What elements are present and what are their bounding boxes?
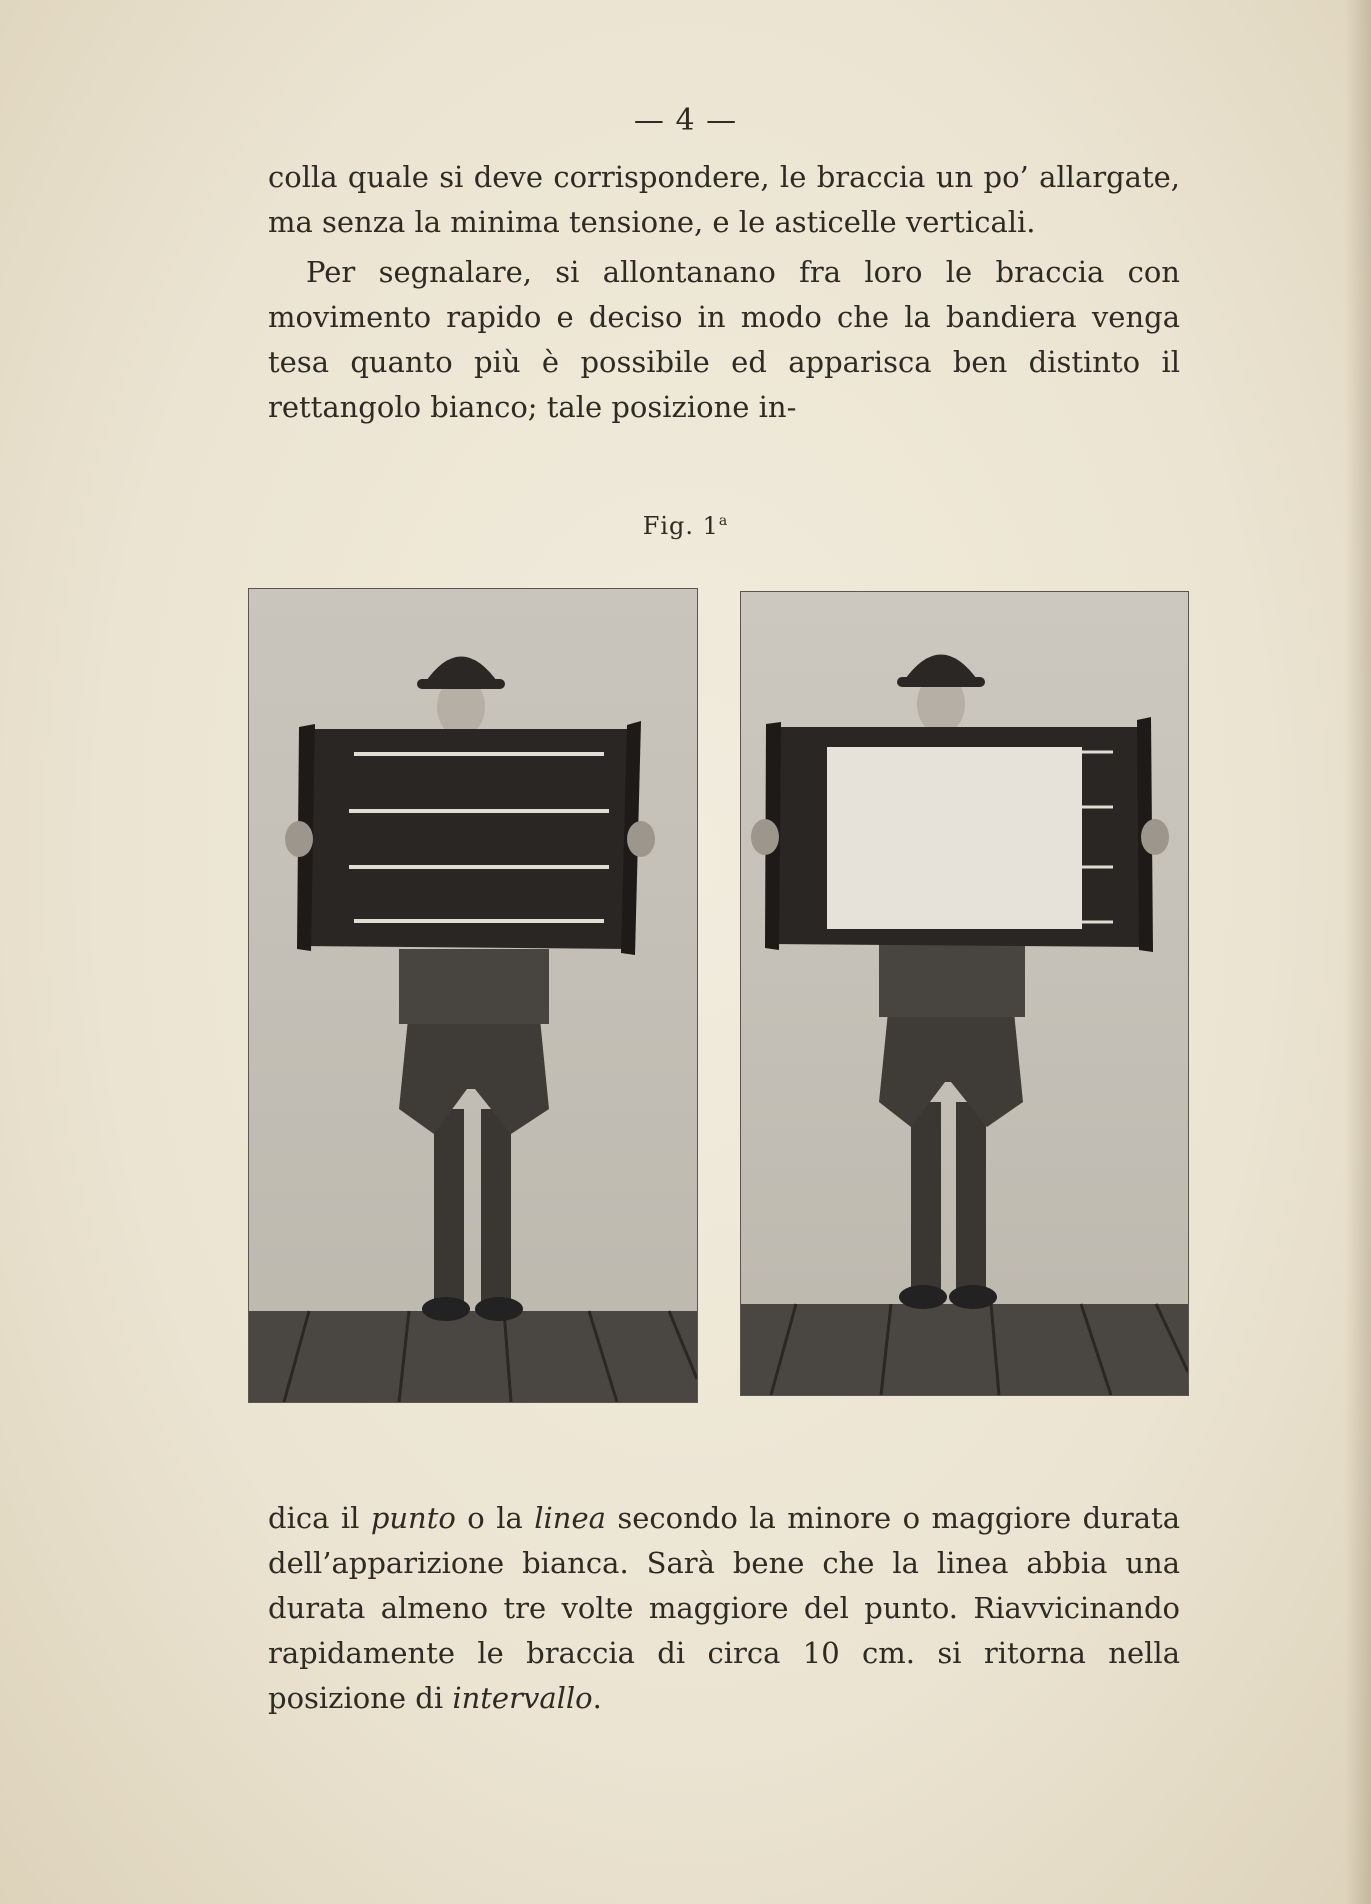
figure-caption-sup: a — [718, 513, 729, 529]
figure-caption-text: Fig. 1 — [642, 512, 719, 540]
photo-flag-closed — [248, 588, 698, 1403]
figure-caption — [0, 512, 1371, 540]
term-linea: linea — [534, 1501, 606, 1535]
text-block-top — [268, 155, 1180, 430]
term-punto: punto — [370, 1501, 456, 1535]
paragraph-3-part-3: secondo la minore o maggiore durata dell’apparizione bianca. Sarà bene che la linea abbia una durata almeno tre volte maggiore del punto. Riavvicinando rapidamente le braccia di circa 10 cm. si ritorna nella posizione di — [268, 1501, 1180, 1715]
paragraph-3-part-4: . — [592, 1681, 602, 1715]
photo-flag-open-drawing — [741, 592, 1188, 1395]
photo-flag-closed-drawing — [249, 589, 697, 1402]
paragraph-3-part-1: dica il — [268, 1501, 371, 1535]
term-intervallo: intervallo — [452, 1681, 593, 1715]
paragraph-3 — [268, 1496, 1180, 1721]
photo-flag-open — [740, 591, 1189, 1396]
page-number: — 4 — — [633, 103, 738, 138]
paragraph-1: colla quale si deve corrispondere, le braccia un po’ allargate, ma senza la minima tensione, e le asticelle verticali. — [268, 160, 1180, 239]
paragraph-3-part-2: o la — [455, 1501, 535, 1535]
text-block-bottom — [268, 1496, 1180, 1721]
paragraph-2: Per segnalare, si allontanano fra loro le braccia con movimento rapido e deciso in modo che la bandiera venga tesa quanto più è possibile ed apparisca ben distinto il rettangolo bianco; tale posizione in- — [268, 255, 1180, 424]
page-edge-shadow — [1345, 0, 1371, 1904]
